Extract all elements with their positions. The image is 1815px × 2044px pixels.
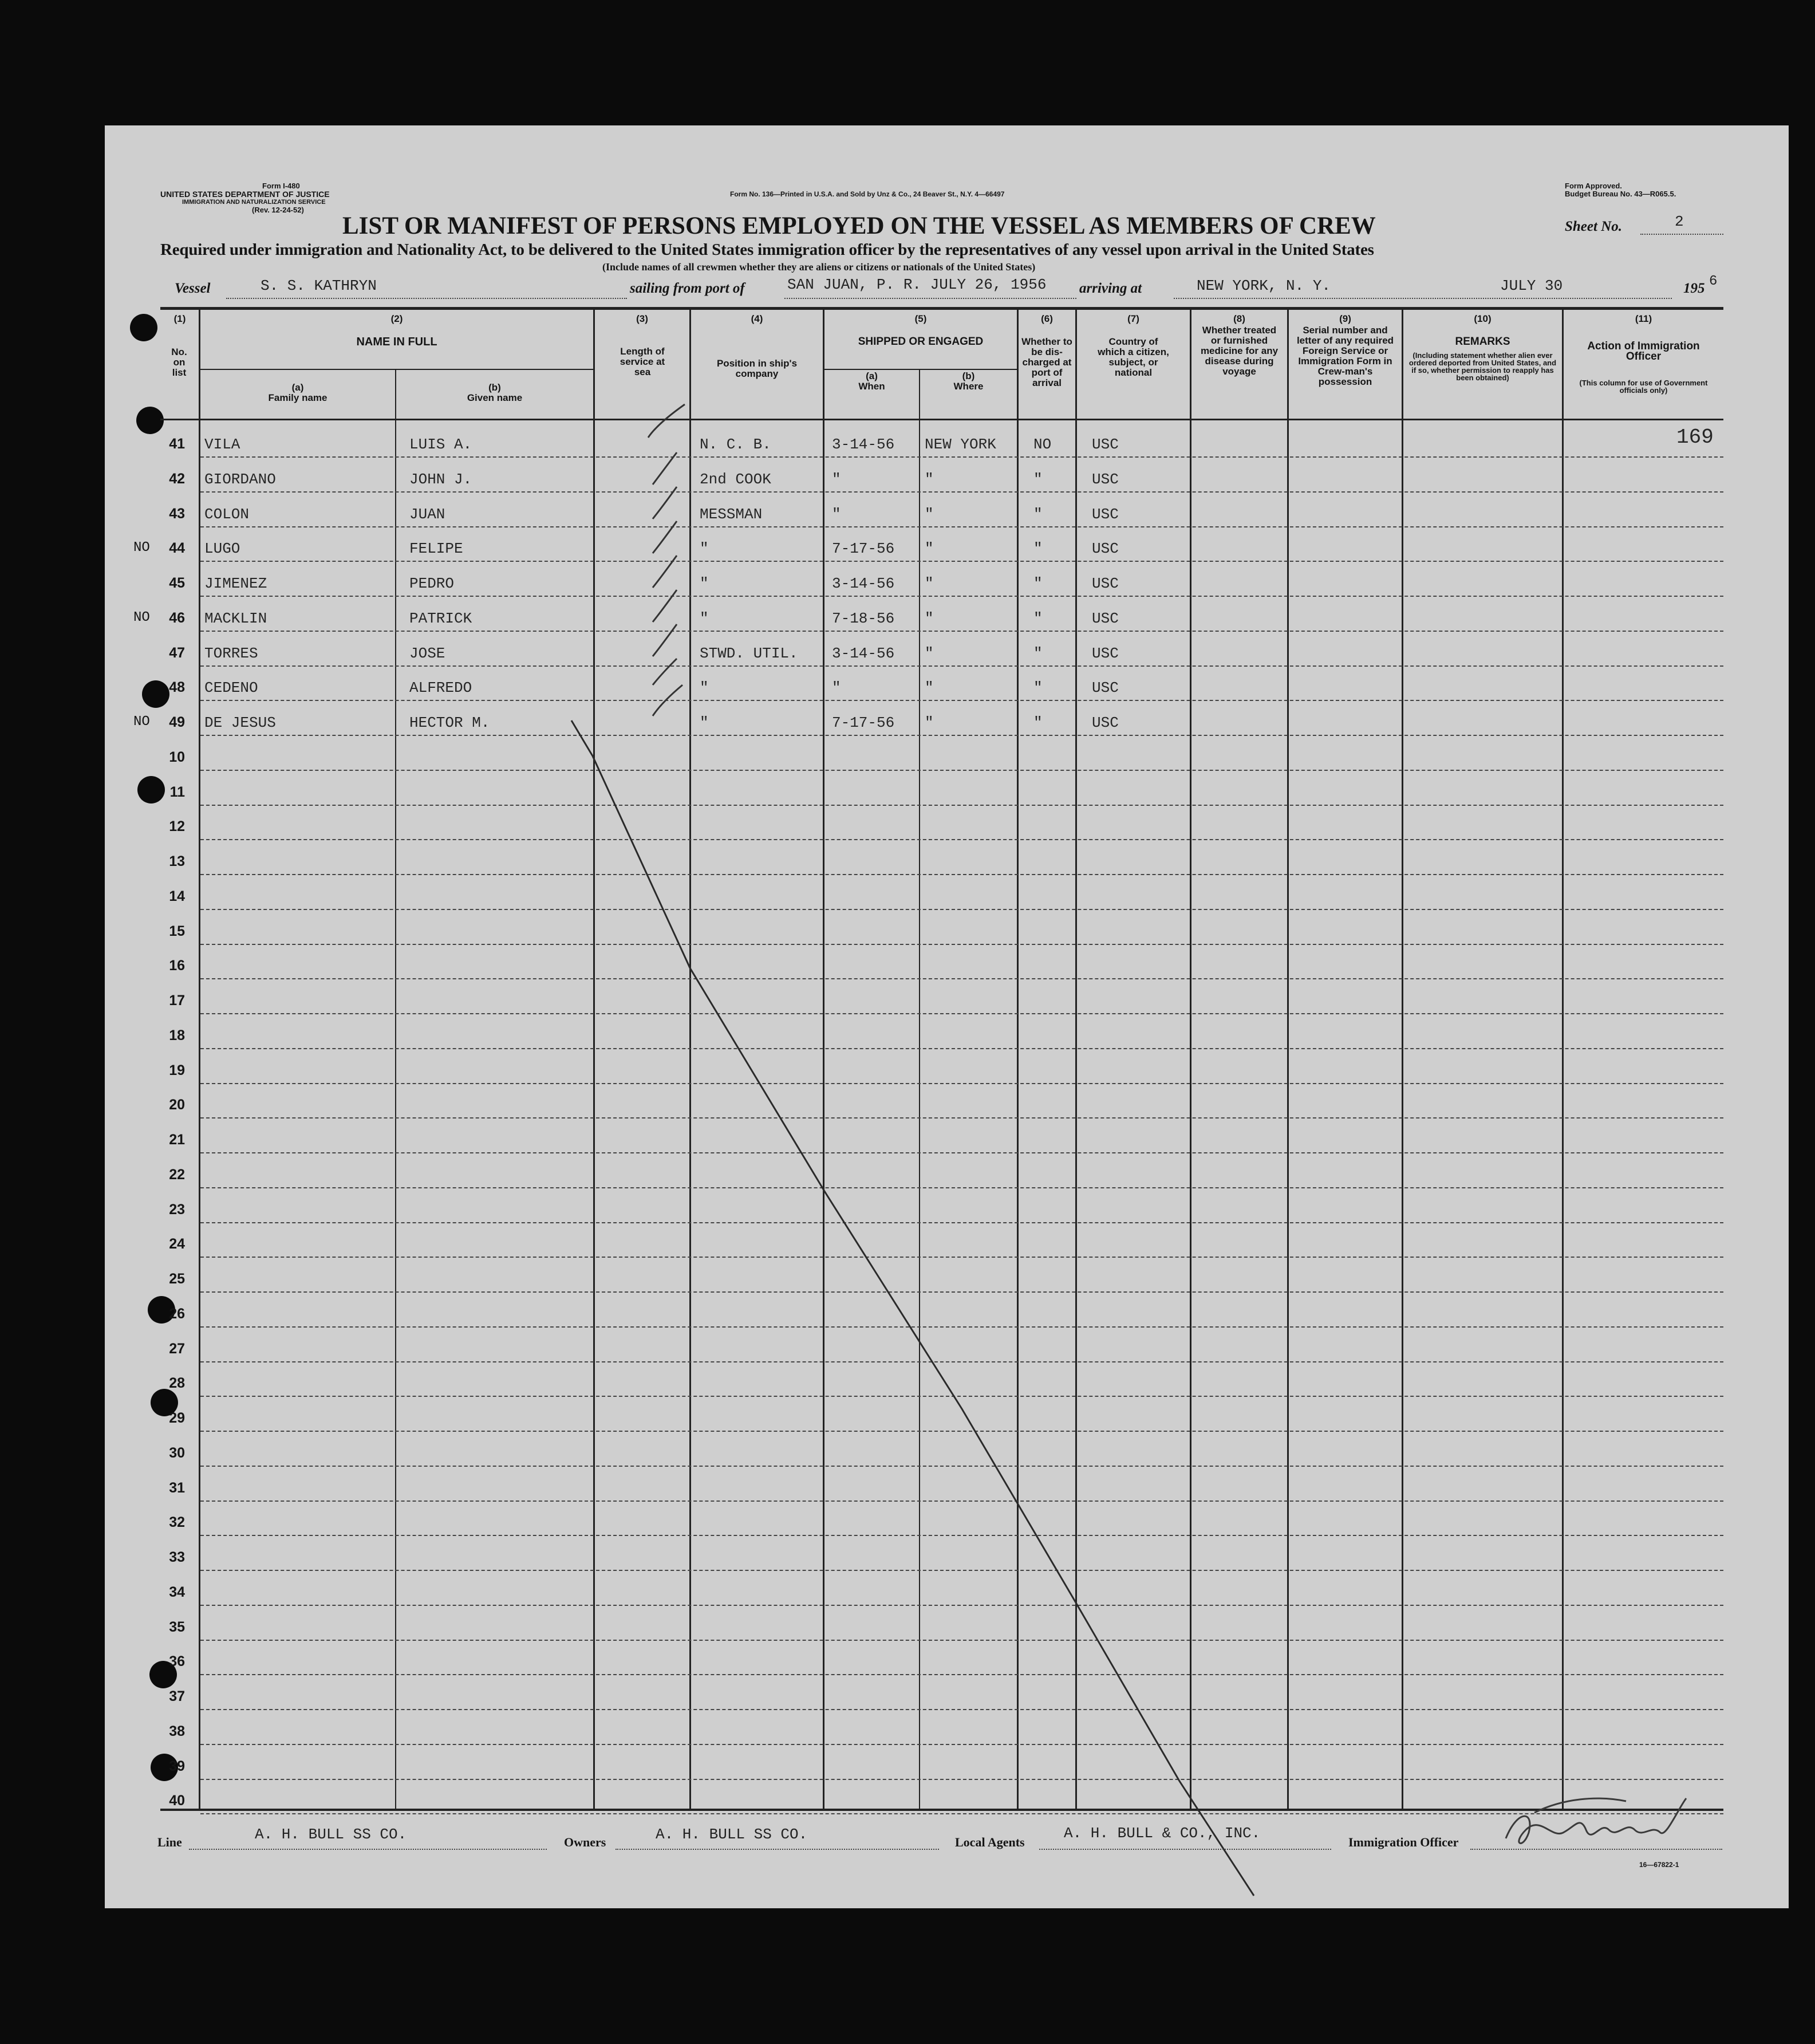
cell-given: PATRICK xyxy=(409,609,472,627)
cell-where: " xyxy=(925,644,934,662)
col7-header: Country of which a citizen, subject, or national xyxy=(1098,336,1169,378)
cell-position: N. C. B. xyxy=(700,436,771,453)
service: IMMIGRATION AND NATURALIZATION SERVICE xyxy=(182,199,326,206)
officer-label: Immigration Officer xyxy=(1348,1835,1459,1849)
row-number: 48 xyxy=(169,679,185,696)
col5b-header: Where xyxy=(953,381,984,392)
line-blank xyxy=(189,1849,547,1850)
check-mark xyxy=(648,404,685,438)
col5a-header: When xyxy=(858,381,885,392)
col2-header: NAME IN FULL xyxy=(356,336,437,348)
note: (Include names of all crewmen whether they are aliens or citizens or nationals of the United States) xyxy=(602,261,1036,273)
line-value: A. H. BULL SS CO. xyxy=(255,1826,407,1843)
owners-value: A. H. BULL SS CO. xyxy=(656,1826,808,1843)
cell-where: " xyxy=(925,679,934,697)
cell-given: JOSE xyxy=(409,644,445,662)
arriving-port: NEW YORK, N. Y. xyxy=(1197,277,1331,294)
revision: (Rev. 12-24-52) xyxy=(252,206,304,214)
row-number: 41 xyxy=(169,436,185,452)
row-number: 16 xyxy=(169,958,185,974)
cell-when: 7-17-56 xyxy=(832,714,895,731)
printer-line: Form No. 136—Printed in U.S.A. and Sold by Unz & Co., 24 Beaver St., N.Y. 4—66497 xyxy=(730,190,1005,198)
check-mark xyxy=(653,556,677,588)
row-mark: NO xyxy=(133,609,150,625)
row-number: 45 xyxy=(169,575,185,591)
check-mark xyxy=(653,452,677,485)
col11-note: (This column for use of Government officials only) xyxy=(1579,379,1708,395)
col2b-number: (b) xyxy=(488,382,501,393)
row-number: 33 xyxy=(169,1549,185,1565)
officer-signature xyxy=(1494,1775,1700,1856)
sheet-number: 2 xyxy=(1675,213,1684,230)
row-number: 27 xyxy=(169,1340,185,1357)
col5-number: (5) xyxy=(914,313,927,324)
row-number: 42 xyxy=(169,470,185,487)
cell-country: USC xyxy=(1092,470,1119,488)
cell-discharged: " xyxy=(1033,714,1043,731)
row-number: 15 xyxy=(169,923,185,939)
row-number: 31 xyxy=(169,1479,185,1496)
cell-discharged: " xyxy=(1033,470,1043,488)
col3-header: Length of service at sea xyxy=(620,346,665,377)
row-number: 17 xyxy=(169,993,185,1009)
year-digit: 6 xyxy=(1709,274,1718,289)
form-approved: Form Approved. xyxy=(1565,182,1622,190)
cell-position: MESSMAN xyxy=(700,505,763,523)
cancel-line xyxy=(571,720,1254,1896)
cell-family: MACKLIN xyxy=(204,609,267,627)
cell-family: COLON xyxy=(204,505,250,523)
cell-given: LUIS A. xyxy=(409,436,472,453)
arriving-label: arriving at xyxy=(1079,281,1142,296)
row-number: 26 xyxy=(169,1305,185,1322)
cell-when: 7-18-56 xyxy=(832,609,895,627)
row-number: 44 xyxy=(169,540,185,557)
row-number: 37 xyxy=(169,1688,185,1704)
agents-blank xyxy=(1039,1849,1331,1850)
subtitle: Required under immigration and Nationality Act, to be delivered to the United States immigration officer by the representatives of any vessel upon arrival in the United States xyxy=(160,241,1374,259)
cell-position: " xyxy=(700,714,709,731)
check-mark xyxy=(653,685,682,716)
sailing-port: SAN JUAN, P. R. JULY 26, 1956 xyxy=(787,276,1047,293)
cell-discharged: " xyxy=(1033,609,1043,627)
department: UNITED STATES DEPARTMENT OF JUSTICE xyxy=(160,190,330,199)
cell-family: DE JESUS xyxy=(204,714,276,731)
cell-where: " xyxy=(925,609,934,627)
agents-label: Local Agents xyxy=(955,1835,1025,1849)
row-number: 23 xyxy=(169,1201,185,1218)
row-number: 47 xyxy=(169,644,185,661)
arrival-date: JULY 30 xyxy=(1500,277,1563,294)
col2b-header: Given name xyxy=(467,392,523,403)
col4-header: Position in ship's company xyxy=(716,358,798,379)
cell-discharged: " xyxy=(1033,644,1043,662)
cell-position: " xyxy=(700,679,709,697)
row-number: 49 xyxy=(169,714,185,730)
cell-discharged: " xyxy=(1033,505,1043,523)
cell-given: ALFREDO xyxy=(409,679,472,697)
row-number: 24 xyxy=(169,1236,185,1253)
row-number: 28 xyxy=(169,1375,185,1392)
row-number: 13 xyxy=(169,853,185,869)
cell-position: " xyxy=(700,575,709,592)
cell-country: USC xyxy=(1092,644,1119,662)
sailing-label: sailing from port of xyxy=(630,281,745,296)
row-number: 18 xyxy=(169,1027,185,1043)
col6-header: Whether to be dis-charged at port of arrival xyxy=(1021,336,1072,388)
row-number: 35 xyxy=(169,1618,185,1635)
cell-country: USC xyxy=(1092,436,1119,453)
cell-when: " xyxy=(832,679,841,697)
col1-number: (1) xyxy=(173,313,186,324)
line-label: Line xyxy=(157,1835,182,1849)
cell-discharged: NO xyxy=(1033,436,1052,453)
cell-country: USC xyxy=(1092,505,1119,523)
check-mark xyxy=(653,590,677,622)
cell-family: TORRES xyxy=(204,644,258,662)
row-number: 38 xyxy=(169,1723,185,1739)
cell-country: USC xyxy=(1092,540,1119,558)
cell-family: LUGO xyxy=(204,540,240,558)
col2a-header: Family name xyxy=(268,392,328,403)
col11-number: (11) xyxy=(1635,313,1652,324)
col10-note: (Including statement whether alien ever ordered deported from United States, and if so, whether permission to reapply has been obtained) xyxy=(1408,351,1557,382)
col5a-number: (a) xyxy=(866,371,878,381)
form-code: 16—67822-1 xyxy=(1639,1861,1679,1869)
budget-bureau: Budget Bureau No. 43—R065.5. xyxy=(1565,190,1676,198)
cell-family: JIMENEZ xyxy=(204,575,267,592)
owners-blank xyxy=(615,1849,939,1850)
sheet-label: Sheet No. xyxy=(1565,219,1622,234)
cell-given: FELIPE xyxy=(409,540,463,558)
row-number: 43 xyxy=(169,505,185,522)
cell-where: " xyxy=(925,470,934,488)
form-number: Form I-480 xyxy=(262,182,300,190)
year-prefix: 195 xyxy=(1683,281,1705,296)
col8-header: Whether treated or furnished medicine for any disease during voyage xyxy=(1200,325,1279,377)
owners-label: Owners xyxy=(564,1835,606,1849)
col7-number: (7) xyxy=(1127,313,1139,324)
col10-header: REMARKS xyxy=(1455,336,1510,348)
col2a-number: (a) xyxy=(291,382,304,393)
col2-number: (2) xyxy=(390,313,403,324)
row-number: 40 xyxy=(169,1793,185,1809)
cell-family: GIORDANO xyxy=(204,470,276,488)
col5b-number: (b) xyxy=(962,371,975,381)
cell-discharged: " xyxy=(1033,679,1043,697)
row-number: 39 xyxy=(169,1758,185,1774)
col11-header: Action of Immigration Officer xyxy=(1587,340,1700,363)
cell-when: 3-14-56 xyxy=(832,436,895,453)
col9-number: (9) xyxy=(1339,313,1351,324)
check-mark xyxy=(653,659,677,685)
cell-family: VILA xyxy=(204,436,240,453)
cell-when: 3-14-56 xyxy=(832,644,895,662)
cell-when: " xyxy=(832,470,841,488)
row-number: 29 xyxy=(169,1410,185,1426)
col10-number: (10) xyxy=(1474,313,1492,324)
row-number: 10 xyxy=(169,749,185,765)
cell-where: " xyxy=(925,714,934,731)
row-number: 20 xyxy=(169,1097,185,1113)
vessel-name: S. S. KATHRYN xyxy=(261,277,377,294)
col4-number: (4) xyxy=(751,313,763,324)
row-number: 32 xyxy=(169,1514,185,1531)
cell-given: PEDRO xyxy=(409,575,455,592)
row-mark: NO xyxy=(133,714,150,730)
col3-number: (3) xyxy=(636,313,648,324)
cell-when: " xyxy=(832,505,841,523)
row-number: 11 xyxy=(169,783,185,800)
cell-country: USC xyxy=(1092,679,1119,697)
check-mark xyxy=(653,521,677,553)
cell-country: USC xyxy=(1092,609,1119,627)
page-title: LIST OR MANIFEST OF PERSONS EMPLOYED ON THE VESSEL AS MEMBERS OF CREW xyxy=(342,212,1376,239)
row-number: 12 xyxy=(169,818,185,835)
cell-country: USC xyxy=(1092,575,1119,592)
cell-action: 169 xyxy=(1676,426,1714,449)
agents-value: A. H. BULL & CO., INC. xyxy=(1064,1825,1261,1842)
cell-given: JOHN J. xyxy=(409,470,472,488)
cell-position: " xyxy=(700,609,709,627)
cell-where: " xyxy=(925,505,934,523)
cell-position: STWD. UTIL. xyxy=(700,644,798,662)
cell-country: USC xyxy=(1092,714,1119,731)
check-mark xyxy=(653,487,677,519)
cell-where: " xyxy=(925,575,934,592)
row-number: 36 xyxy=(169,1653,185,1670)
cell-position: " xyxy=(700,540,709,558)
cell-discharged: " xyxy=(1033,575,1043,592)
cell-given: JUAN xyxy=(409,505,445,523)
row-number: 21 xyxy=(169,1132,185,1148)
cell-family: CEDENO xyxy=(204,679,258,697)
row-number: 22 xyxy=(169,1166,185,1183)
row-mark: NO xyxy=(133,540,150,556)
col9-header: Serial number and letter of any required Foreign Service or Immigration Form in Crew-man's possession xyxy=(1296,325,1394,387)
col5-header: SHIPPED OR ENGAGED xyxy=(858,336,984,348)
row-number: 34 xyxy=(169,1584,185,1600)
row-number: 14 xyxy=(169,888,185,904)
cell-discharged: " xyxy=(1033,540,1043,558)
row-number: 19 xyxy=(169,1062,185,1078)
col8-number: (8) xyxy=(1233,313,1245,324)
cell-when: 3-14-56 xyxy=(832,575,895,592)
cell-when: 7-17-56 xyxy=(832,540,895,558)
row-number: 30 xyxy=(169,1444,185,1461)
col1-header: No. on list xyxy=(171,346,187,378)
cell-where: " xyxy=(925,540,934,558)
row-number: 46 xyxy=(169,609,185,626)
vessel-label: Vessel xyxy=(175,281,211,296)
cell-given: HECTOR M. xyxy=(409,714,490,731)
cell-where: NEW YORK xyxy=(925,436,996,453)
row-number: 25 xyxy=(169,1271,185,1287)
col6-number: (6) xyxy=(1041,313,1053,324)
check-mark xyxy=(653,624,677,656)
cell-position: 2nd COOK xyxy=(700,470,771,488)
